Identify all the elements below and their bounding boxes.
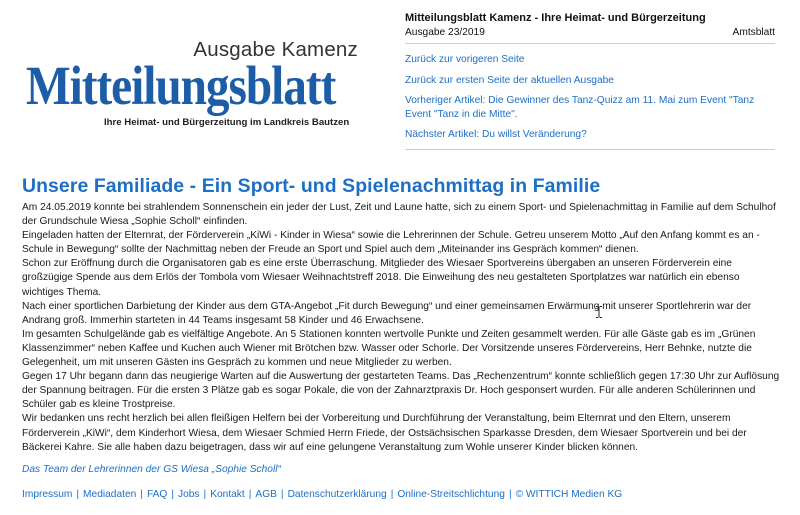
footer-separator: | bbox=[76, 489, 80, 500]
masthead-logo[interactable] bbox=[22, 30, 366, 130]
logo-tagline: Ihre Heimat- und Bürgerzeitung im Landkreis Bautzen bbox=[104, 117, 350, 128]
footer-separator: | bbox=[171, 489, 174, 500]
footer-separator: | bbox=[203, 489, 207, 500]
footer-faq[interactable]: FAQ bbox=[146, 489, 168, 500]
article-paragraph: Wir bedanken uns recht herzlich bei allen fleißigen Helfern bei der Vorbereitung und Durchführung der Veranstaltung, beim Elternrat und den Eltern, unserem Förderverein „KiWi“, dem Kinderhort Wiesa, dem Wiesaer Schmied Herrn Friede, der Ostsächsischen Sparkasse Dresden, dem Wiesaer Sportverein und bei der Bäckerei Kahre. Sie alle haben dazu beigetragen, dass wir auf eine gelungene Veranstaltung zum Wohle unserer Kinder blicken können. bbox=[22, 413, 747, 453]
footer-separator: | bbox=[508, 489, 512, 500]
article-title: Unsere Familiade - Ein Sport- und Spielenachmittag in Familie bbox=[22, 175, 601, 197]
previous-article-link[interactable]: Vorheriger Artikel: Die Gewinner des Tanz-Quizz am 11. Mai zum Event "Tanz Event "Tanz in die Mitte". bbox=[405, 95, 755, 120]
footer-agb[interactable]: AGB bbox=[255, 489, 277, 500]
divider-bottom bbox=[405, 149, 775, 150]
first-page-link[interactable]: Zurück zur ersten Seite der aktuellen Ausgabe bbox=[405, 74, 614, 86]
footer-separator: | bbox=[248, 489, 252, 500]
article-paragraph: Nach einer sportlichen Darbietung der Kinder aus dem GTA-Angebot „Fit durch Bewegung“ und einer gemeinsamen Erwärmung mit unserer Sportlehrerin war der Andrang groß. Immerhin starteten in 44 Teams insgesamt 58 Kinder und 46 Erwachsene. bbox=[22, 300, 752, 326]
footer-jobs[interactable]: Jobs bbox=[178, 489, 200, 500]
issue-row bbox=[405, 27, 775, 38]
publication-title: Mitteilungsblatt Kamenz - Ihre Heimat- und Bürgerzeitung bbox=[405, 12, 706, 24]
footer-copyright[interactable]: © WITTICH Medien KG bbox=[515, 489, 623, 500]
footer-impressum[interactable]: Impressum bbox=[22, 489, 73, 500]
logo-edition: Ausgabe Kamenz bbox=[193, 38, 358, 61]
article-signature: Das Team der Lehrerinnen der GS Wiesa „Sophie Scholl“ bbox=[22, 463, 281, 475]
article-body bbox=[22, 201, 782, 455]
footer-datenschutz[interactable]: Datenschutzerklärung bbox=[287, 489, 387, 500]
footer-streitschlichtung[interactable]: Online-Streitschlichtung bbox=[397, 489, 505, 500]
article-header bbox=[405, 12, 775, 150]
article bbox=[22, 174, 782, 476]
back-link[interactable]: Zurück zur vorigeren Seite bbox=[405, 54, 525, 65]
footer-separator: | bbox=[280, 489, 284, 500]
logo-masthead: Mitteilungsblatt bbox=[26, 55, 336, 116]
article-paragraph: Im gesamten Schulgelände gab es vielfältige Angebote. An 5 Stationen konnten wertvolle Punkte und Zeiten gesammelt werden. Für alle Gäste gab es im „Grünen Klassenzimmer“ neben Kaffee und Kuchen auch Wiener mit Brötchen bzw. Wasser oder Schorle. Der Vorsitzende unseres Fördervereins, Herr Behnke, nutzte die Gelegenheit, um mit unseren Gästen ins Gespräch zu kommen und neue Mitglieder zu werben. bbox=[22, 328, 756, 369]
issue-number: Ausgabe 23/2019 bbox=[405, 27, 485, 38]
footer-separator: | bbox=[390, 489, 394, 500]
article-paragraph: Gegen 17 Uhr begann dann das neugierige Warten auf die Auswertung der gestarteten Teams. Das „Rechenzentrum“ konnte schließlich gegen 17:30 Uhr zur Auflösung der Spannung beitragen. Für die ersten 3 Plätze gab es sogar Pokale, die von der Zahnarztpraxis Dr. Hoch gesponsert wurden. Für alle anderen Schülerinnen und Schüler gab es kleine Trostpreise. bbox=[22, 371, 780, 411]
section-label: Amtsblatt bbox=[732, 27, 775, 38]
nav-links bbox=[405, 53, 775, 142]
divider-top bbox=[405, 43, 775, 44]
footer-separator: | bbox=[140, 489, 143, 500]
next-article-link[interactable]: Nächster Artikel: Du willst Veränderung? bbox=[405, 129, 587, 141]
article-paragraph: Schon zur Eröffnung durch die Organisatoren gab es eine erste Überraschung. Mitglieder des Wiesaer Sportvereins übergaben an unseren Förderverein eine großzügige Spende aus dem Erlös der Tombola vom Wiesaer Weihnachtstreff 2018. Die Einweihung des neu gestalteten Sportplatzes war natürlich ein ebenso wichtiges Thema. bbox=[22, 258, 740, 298]
footer-kontakt[interactable]: Kontakt bbox=[210, 489, 245, 500]
article-paragraph: Eingeladen hatten der Elternrat, der Förderverein „KiWi - Kinder in Wiesa“ sowie die Lehrerinnen der Schule. Getreu unserem Motto „Auf den Anfang kommt es an - Schule in Bewegung“ sollte der Nachmittag neben der Freude an Sport und Spiel auch dem „Miteinander ins Gespräch kommen“ dienen. bbox=[22, 230, 760, 256]
article-paragraph: Am 24.05.2019 konnte bei strahlendem Sonnenschein ein jeder der Lust, Zeit und Laune hatte, sich zu einem Sport- und Spielenachmittag in Familie auf dem Schulhof der Grundschule Wiesa „Sophie Scholl“ einfinden. bbox=[22, 202, 776, 228]
text-cursor-icon bbox=[596, 306, 602, 318]
footer-links bbox=[22, 489, 622, 500]
footer-mediadaten[interactable]: Mediadaten bbox=[83, 489, 137, 500]
